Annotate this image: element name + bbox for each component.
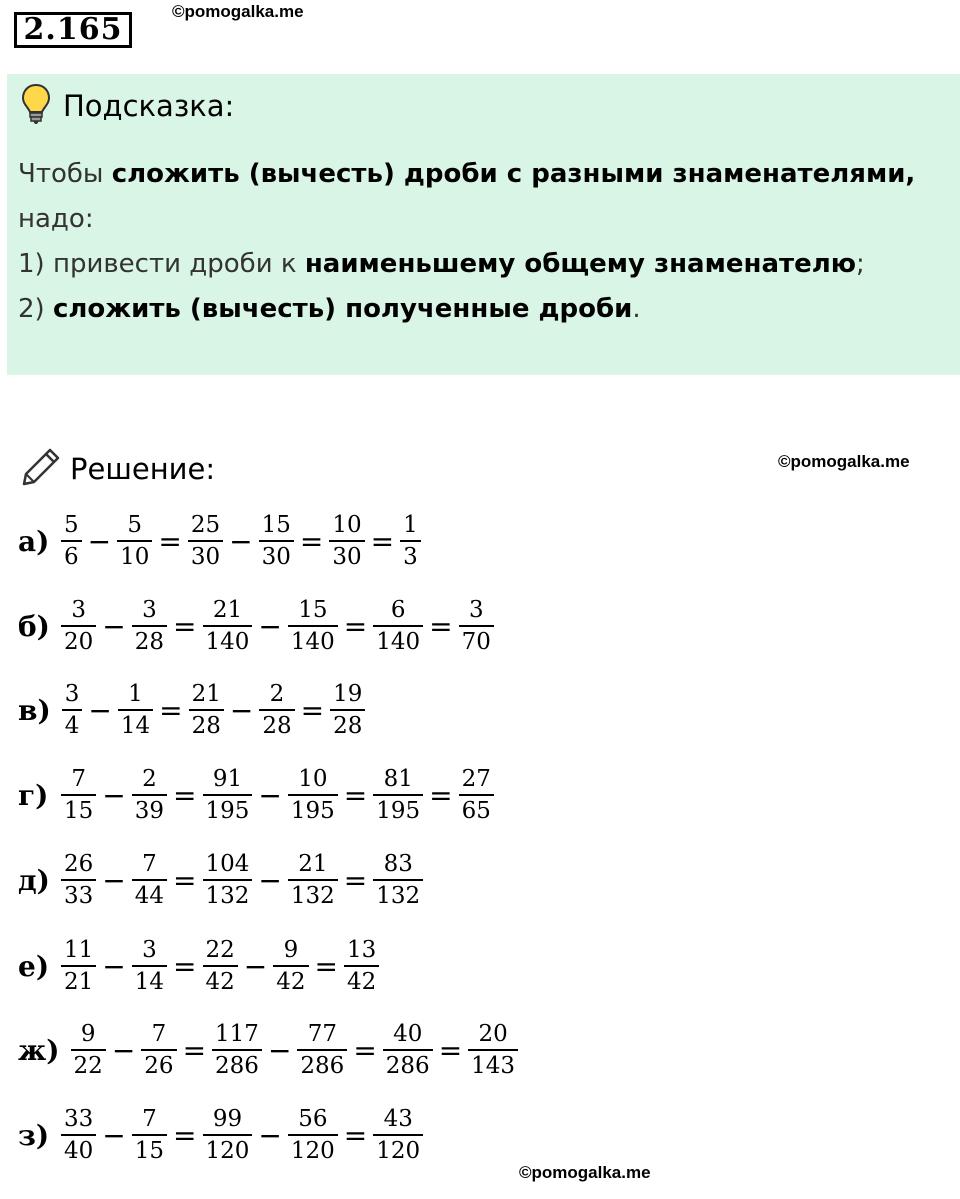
numerator: 3 <box>142 937 157 963</box>
watermark-top: ©pomogalka.me <box>172 2 304 21</box>
fraction <box>188 510 223 572</box>
numerator: 26 <box>64 851 94 877</box>
numerator: 40 <box>393 1021 423 1047</box>
denominator: 286 <box>385 1053 430 1079</box>
denominator: 28 <box>262 713 292 739</box>
fraction <box>288 595 338 657</box>
fraction <box>132 935 167 997</box>
numerator: 19 <box>333 681 363 707</box>
denominator: 65 <box>461 798 491 824</box>
denominator: 140 <box>205 629 250 655</box>
denominator: 30 <box>190 544 221 570</box>
hint-line-4-end: . <box>632 294 641 324</box>
fraction <box>330 679 365 741</box>
fraction <box>373 595 423 657</box>
hint-line-2 <box>18 197 953 242</box>
equals-sign: = <box>173 609 197 643</box>
denominator: 10 <box>120 544 150 570</box>
fraction <box>132 849 167 911</box>
numerator: 6 <box>390 597 406 623</box>
equals-sign: = <box>429 609 453 643</box>
fraction <box>132 595 167 657</box>
numerator: 22 <box>205 937 235 963</box>
minus-sign: − <box>258 778 282 812</box>
fraction <box>383 1019 433 1081</box>
denominator: 15 <box>134 1138 165 1164</box>
minus-sign: − <box>102 863 126 897</box>
fraction <box>259 679 294 741</box>
fraction <box>61 510 82 572</box>
fraction <box>288 764 338 826</box>
denominator: 42 <box>276 969 306 995</box>
pencil-icon <box>20 446 62 492</box>
denominator: 14 <box>120 713 151 739</box>
hint-box <box>7 74 960 375</box>
equals-sign: = <box>159 693 183 727</box>
item-label: ж) <box>18 1033 60 1067</box>
numerator: 10 <box>332 512 362 538</box>
item-label: г) <box>18 778 49 812</box>
solution-row <box>18 843 426 917</box>
equals-sign: = <box>173 949 197 983</box>
equals-sign: = <box>182 1033 207 1067</box>
fraction <box>288 1104 338 1166</box>
numerator: 9 <box>283 937 299 963</box>
denominator: 20 <box>64 629 94 655</box>
denominator: 120 <box>205 1138 250 1164</box>
fraction <box>288 849 338 911</box>
hint-line-4 <box>18 287 953 332</box>
equals-sign: = <box>343 609 368 643</box>
minus-sign: − <box>88 693 112 727</box>
fraction <box>61 595 96 657</box>
fraction <box>61 764 96 826</box>
minus-sign: − <box>229 524 253 558</box>
hint-line-1 <box>18 152 953 197</box>
hint-line-4-bold: сложить (вычесть) полученные дроби <box>52 294 633 324</box>
fraction <box>61 849 96 911</box>
fraction <box>373 849 423 911</box>
numerator: 56 <box>298 1106 328 1132</box>
item-label: е) <box>18 949 50 983</box>
denominator: 21 <box>64 969 94 995</box>
fraction <box>61 935 96 997</box>
numerator: 83 <box>383 851 413 877</box>
item-label: а) <box>18 524 50 558</box>
fraction <box>212 1019 262 1081</box>
fraction <box>459 595 494 657</box>
fraction <box>203 595 253 657</box>
equals-sign: = <box>370 524 395 558</box>
numerator: 10 <box>298 766 328 792</box>
minus-sign: − <box>229 693 254 727</box>
denominator: 14 <box>134 969 165 995</box>
minus-sign: − <box>267 1033 292 1067</box>
denominator: 28 <box>333 713 363 739</box>
numerator: 9 <box>80 1021 96 1047</box>
watermark-bottom: ©pomogalka.me <box>519 1163 651 1182</box>
denominator: 132 <box>205 883 250 909</box>
fraction <box>400 510 421 572</box>
minus-sign: − <box>243 949 268 983</box>
solution-row <box>18 758 497 832</box>
task-number: 2.165 <box>14 12 132 48</box>
denominator: 286 <box>215 1053 259 1079</box>
hint-line-3-end: ; <box>856 249 865 279</box>
fraction <box>117 510 152 572</box>
minus-sign: − <box>87 524 112 558</box>
numerator: 21 <box>212 597 243 623</box>
denominator: 44 <box>134 883 165 909</box>
denominator: 22 <box>73 1053 103 1079</box>
fraction <box>459 764 494 826</box>
equals-sign: = <box>299 524 324 558</box>
item-label: в) <box>18 693 51 727</box>
numerator: 7 <box>142 851 157 877</box>
item-label: д) <box>18 863 50 897</box>
numerator: 13 <box>347 937 377 963</box>
denominator: 120 <box>290 1138 335 1164</box>
equals-sign: = <box>353 1033 377 1067</box>
watermark-middle: ©pomogalka.me <box>778 452 910 471</box>
minus-sign: − <box>102 609 126 643</box>
denominator: 4 <box>64 713 80 739</box>
denominator: 40 <box>64 1138 94 1164</box>
solution-row <box>18 1013 521 1087</box>
numerator: 27 <box>461 766 491 792</box>
equals-sign: = <box>173 1118 197 1152</box>
numerator: 99 <box>212 1106 243 1132</box>
fraction <box>297 1019 347 1081</box>
fraction <box>273 935 308 997</box>
fraction <box>203 1104 253 1166</box>
denominator: 195 <box>205 798 250 824</box>
numerator: 25 <box>190 512 221 538</box>
minus-sign: − <box>258 1118 282 1152</box>
minus-sign: − <box>102 949 126 983</box>
item-label: б) <box>18 609 50 643</box>
fraction <box>62 679 83 741</box>
equals-sign: = <box>343 778 368 812</box>
numerator: 20 <box>478 1021 508 1047</box>
hint-line-4-plain: 2) <box>18 294 53 324</box>
fraction <box>189 679 224 741</box>
denominator: 132 <box>290 883 335 909</box>
numerator: 3 <box>71 597 86 623</box>
numerator: 81 <box>383 766 413 792</box>
denominator: 143 <box>471 1053 516 1079</box>
numerator: 2 <box>269 681 285 707</box>
denominator: 33 <box>64 883 94 909</box>
denominator: 120 <box>376 1138 421 1164</box>
denominator: 286 <box>300 1053 345 1079</box>
fraction <box>468 1019 518 1081</box>
solution-row <box>18 1098 426 1172</box>
denominator: 28 <box>134 629 165 655</box>
hint-line-3-plain: 1) привести дроби к <box>18 249 305 279</box>
numerator: 43 <box>383 1106 413 1132</box>
numerator: 77 <box>307 1021 337 1047</box>
numerator: 7 <box>142 1106 157 1132</box>
fraction <box>71 1019 106 1081</box>
equals-sign: = <box>300 693 325 727</box>
minus-sign: − <box>102 1118 126 1152</box>
numerator: 104 <box>205 851 250 877</box>
fraction <box>329 510 364 572</box>
equals-sign: = <box>314 949 338 983</box>
fraction <box>141 1019 176 1081</box>
solution-row <box>18 673 368 747</box>
numerator: 33 <box>64 1106 94 1132</box>
equals-sign: = <box>438 1033 463 1067</box>
fraction <box>203 935 238 997</box>
numerator: 5 <box>127 512 143 538</box>
equals-sign: = <box>158 524 182 558</box>
denominator: 28 <box>191 713 221 739</box>
equals-sign: = <box>429 778 453 812</box>
item-label: з) <box>18 1118 50 1152</box>
numerator: 7 <box>151 1021 167 1047</box>
equals-sign: = <box>173 778 197 812</box>
hint-line-3-bold: наименьшему общему знаменателю <box>304 249 857 279</box>
hint-title: Подсказка: <box>63 89 235 123</box>
denominator: 30 <box>261 544 291 570</box>
numerator: 21 <box>298 851 328 877</box>
hint-header <box>21 86 234 126</box>
minus-sign: − <box>258 863 282 897</box>
numerator: 1 <box>128 681 143 707</box>
denominator: 70 <box>461 629 491 655</box>
denominator: 15 <box>64 798 94 824</box>
fraction <box>132 1104 167 1166</box>
numerator: 11 <box>64 937 94 963</box>
numerator: 91 <box>212 766 243 792</box>
fraction <box>118 679 153 741</box>
numerator: 3 <box>142 597 157 623</box>
minus-sign: − <box>102 778 126 812</box>
hint-text <box>18 152 953 332</box>
hint-line-3 <box>18 242 953 287</box>
numerator: 15 <box>261 512 291 538</box>
fraction <box>132 764 167 826</box>
minus-sign: − <box>258 609 282 643</box>
minus-sign: − <box>111 1033 136 1067</box>
fraction <box>344 935 379 997</box>
equals-sign: = <box>343 863 368 897</box>
denominator: 30 <box>332 544 362 570</box>
fraction <box>203 849 253 911</box>
denominator: 39 <box>134 798 165 824</box>
fraction <box>373 764 423 826</box>
fraction <box>203 764 253 826</box>
fraction <box>61 1104 96 1166</box>
equals-sign: = <box>173 863 197 897</box>
numerator: 15 <box>298 597 328 623</box>
lightbulb-icon <box>21 83 51 129</box>
numerator: 3 <box>468 597 484 623</box>
fraction <box>373 1104 423 1166</box>
denominator: 140 <box>290 629 335 655</box>
fraction <box>259 510 294 572</box>
numerator: 7 <box>71 766 86 792</box>
solution-row <box>18 589 497 663</box>
numerator: 2 <box>142 766 157 792</box>
numerator: 5 <box>64 512 79 538</box>
denominator: 195 <box>290 798 335 824</box>
denominator: 132 <box>376 883 421 909</box>
solution-title: Решение: <box>70 452 216 486</box>
hint-line-1-bold: сложить (вычесть) дроби с разными знаменателями, <box>111 159 916 189</box>
denominator: 42 <box>205 969 235 995</box>
hint-line-1-plain: Чтобы <box>18 159 112 189</box>
denominator: 26 <box>144 1053 174 1079</box>
denominator: 42 <box>347 969 377 995</box>
numerator: 117 <box>215 1021 259 1047</box>
denominator: 3 <box>403 544 418 570</box>
solution-row <box>18 504 424 578</box>
equals-sign: = <box>343 1118 368 1152</box>
solution-row <box>18 929 382 1003</box>
denominator: 140 <box>376 629 421 655</box>
hint-line-2-plain: надо: <box>18 204 94 234</box>
solution-header <box>20 446 215 492</box>
numerator: 21 <box>191 681 221 707</box>
denominator: 195 <box>376 798 421 824</box>
denominator: 6 <box>64 544 79 570</box>
numerator: 3 <box>64 681 80 707</box>
numerator: 1 <box>403 512 418 538</box>
